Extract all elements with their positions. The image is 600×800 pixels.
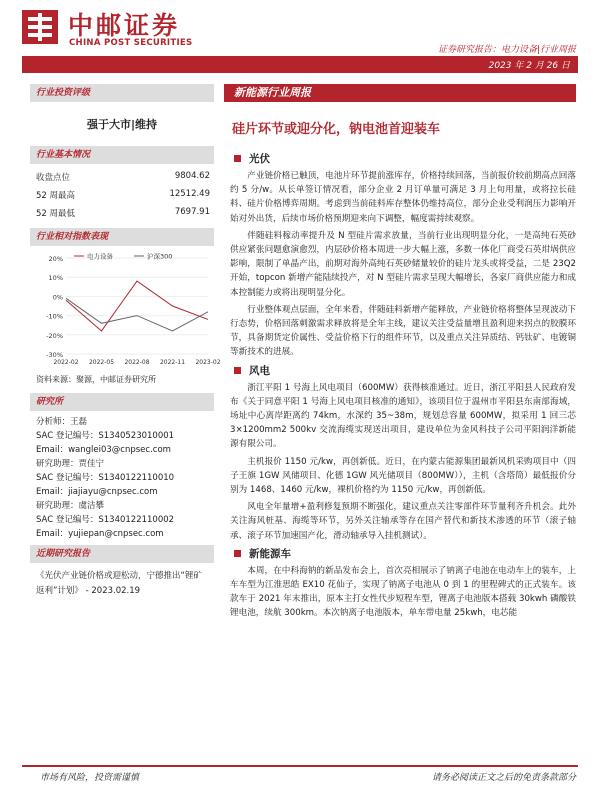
basics-list — [30, 164, 214, 228]
legend-label: 电力设备 — [87, 252, 113, 261]
analyst-email[interactable]: Email：yujiepan@cnpsec.com — [36, 529, 164, 539]
y-tick-label: 10% — [48, 274, 63, 283]
logo-mark-icon — [20, 8, 60, 46]
chart-source: 资料来源：聚源，中邮证券研究所 — [36, 375, 156, 384]
x-tick-label: 2022-08 — [124, 359, 150, 366]
analyst-email[interactable]: Email：wanglei03@cnpsec.com — [36, 445, 171, 455]
x-tick-label: 2022-11 — [159, 359, 186, 366]
section-heading: 光伏 — [234, 151, 576, 166]
date-bar — [22, 56, 578, 73]
rating-heading: 行业投资评级 — [30, 84, 214, 102]
sidebar — [30, 84, 221, 605]
report-title: 硅片环节或迎分化，钠电池首迎装车 — [232, 122, 441, 137]
analyst-line: SAC 登记编号：S1340122110010 — [36, 473, 175, 483]
chart-heading: 行业相对指数表现 — [30, 228, 214, 246]
y-tick-label: -30% — [46, 351, 63, 359]
paragraph: 风电全年量增+盈利修复预期不断强化，建议重点关注零部件环节量利齐升机会。此外关注海风桩基、海缆等环节，另外关注轴承等存在国产替代和新技术渗透的环节（滚子轴承、滚子环节加速国产化，滑动轴承导入挂机测试）。 — [230, 502, 576, 541]
paragraph: 伴随硅料稼动率提升及 N 型硅片需求放量，当前行业出现明显分化，一是高纯石英砂供应紧张问题愈演愈烈，内层砂价格本周进一步大幅上涨，多数一体化厂商受石英坩埚供应影响，限制了单晶产出，前期对海外高纯石英砂储量较价的硅片龙头或将受益，二是 23Q2 开始，topcon 新增产能陆续投产，对 N 型硅片需求呈现大幅增长，各家厂商供应能力和成本控制能力或将出现明显分化。 — [230, 230, 576, 298]
y-tick-label: -10% — [46, 312, 63, 321]
paragraph: 行业整体观点层面，全年来看，伴随硅料新增产能释放，产业链价格将整体呈现波动下行态势，价格回落刺激需求释放将是全年主线，建议关注受益量增且盈利迎来拐点的胶膜环节，具备期货定价属性、受益价格下行的组件环节，以及重点关注异质结、钙钛矿、电镀铜等新技术的进展。 — [230, 304, 576, 358]
analyst-line: SAC 登记编号：S1340122110002 — [36, 515, 175, 525]
basics-heading: 行业基本情况 — [30, 146, 214, 164]
y-tick-label: -20% — [46, 331, 63, 340]
analyst-line: SAC 登记编号：S1340523010001 — [36, 431, 175, 441]
basics-row: 52 周最高 12512.49 — [36, 189, 210, 201]
logo-text-en: CHINA POST SECURITIES — [69, 38, 193, 48]
footer-disclaimer: 请务必阅读正文之后的免责条款部分 — [431, 773, 576, 783]
basics-row: 52 周最低 7697.91 — [36, 207, 210, 219]
paragraph: 浙江平阳 1 号海上风电项目（600MW）获得核准通过。近日，浙江平阳县人民政府发布《关于同意平阳 1 号海上风电项目核准的通知》，该项目位于温州市平阳县东南部海域，场址中心离岸距离约 74km，水深约 35~38m，规划总容量 600MW，拟采用 1 回三芯 3×1200mm2 500kv 交流海缆实现送出项目，建设单位为金风科技子公司平阳润洋新能源有限公司。 — [230, 382, 576, 450]
series-line — [66, 298, 208, 331]
bullet-icon — [234, 367, 241, 374]
analyst-line: 分析师：王磊 — [36, 417, 88, 427]
footer-divider — [22, 765, 578, 767]
relative-index-chart — [30, 250, 221, 372]
x-tick-label: 2022-02 — [53, 359, 79, 366]
rating-value: 强于大市|维持 — [86, 118, 158, 131]
paragraph: 产业链价格已触顶，电池片环节提前涨库存，价格持续回落，当前报价较前期高点回落约 5 分/w。从长单签订情况看，部分企业 2 月订单量可满足 3 月上旬用量，或将拉长硅料、硅片价格博弈周期。考虑到当前硅料库存整体仍维持高位，部分企业受利润压力影响开始对外出货，后续市场价格预期迎来向下调整，幅度需持续观察。 — [230, 171, 576, 224]
basics-row: 收盘点位 9804.62 — [36, 171, 210, 183]
recent-report-link[interactable]: 《光伏产业链价格或迎松动，宁德推出“锂矿返利”计划》 - 2023.02.19 — [36, 571, 202, 596]
y-tick-label: 0% — [52, 293, 63, 302]
paragraph: 本周，在中科海钠的新品发布会上，首次亮相展示了钠离子电池在电动车上的装车，上车车型为江淮思皓 EX10 花仙子，实现了钠离子电池从 0 到 1 的里程碑式的正式装车。该款车于 2021 年末推出，原本主打女性代步短程车型，锂离子电池版本搭载 30kwh 磷酸铁锂电池，续航 300km。本次钠离子电池版本，单车带电量 25kwh，电芯能 — [230, 565, 576, 619]
section-heading: 新能源车 — [234, 546, 576, 561]
bullet-icon — [234, 155, 241, 162]
logo-text-cn: 中邮证券 — [68, 11, 181, 40]
paragraph: 主机报价 1150 元/kw，再创新低。近日，在内蒙古能源集团最新风机采购项目中（四子王旗 1GW 风储项目、化德 1GW 风光储项目（800MW）），主机（含塔筒）最低报价分别为 1468、1460 元/kw，裸机价格约为 1150 元/kw，再创新低。 — [230, 456, 576, 496]
main-heading: 新能源行业周报 — [224, 84, 576, 102]
logo — [20, 6, 220, 50]
analyst-line: 研究助理：虞洁攀 — [36, 501, 105, 511]
legend-label: 沪深300 — [147, 252, 173, 261]
report-date: 2023 年 2 月 26 日 — [488, 61, 570, 71]
analyst-list — [30, 411, 214, 545]
main-content — [224, 84, 576, 624]
analyst-line: 研究助理：贾佳宁 — [36, 459, 105, 469]
footer-risk: 市场有风险，投资需谨慎 — [40, 773, 140, 783]
x-tick-label: 2022-05 — [88, 359, 115, 366]
chart-svg — [30, 250, 221, 372]
section-heading: 风电 — [234, 363, 576, 378]
recent-heading: 近期研究报告 — [30, 545, 214, 563]
analyst-heading: 研究所 — [30, 393, 214, 411]
bullet-icon — [234, 550, 241, 557]
x-tick-label: 2023-02 — [195, 359, 221, 366]
analyst-email[interactable]: Email：jiajiayu@cnpsec.com — [36, 487, 158, 497]
report-type: 证券研究报告：电力设备|行业周报 — [437, 45, 576, 55]
y-tick-label: 20% — [48, 255, 63, 263]
